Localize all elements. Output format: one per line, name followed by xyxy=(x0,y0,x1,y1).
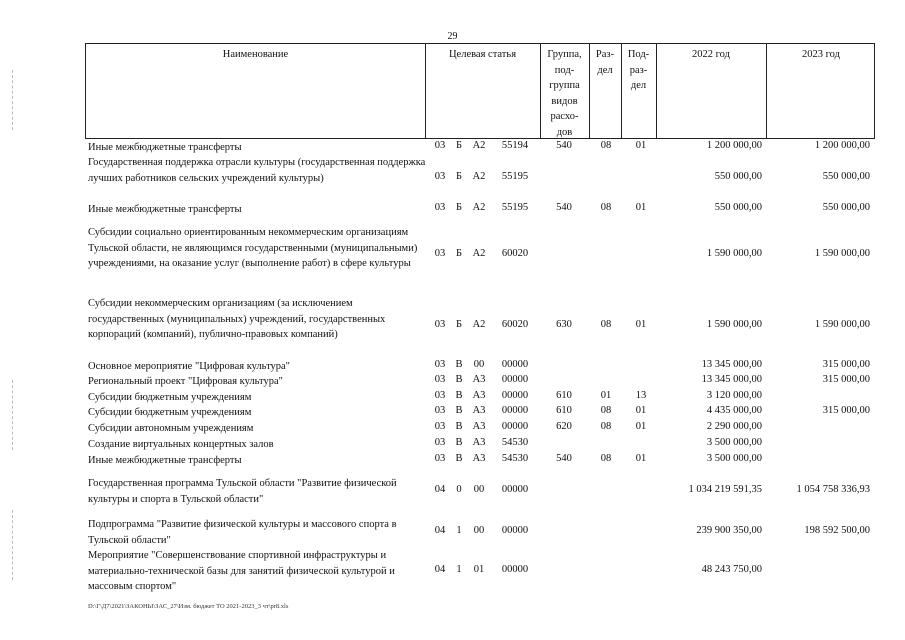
row-amount-2022: 3 120 000,00 xyxy=(706,389,762,401)
row-amount-2023: 315 000,00 xyxy=(822,373,870,385)
row-amount-2022: 1 034 219 591,35 xyxy=(688,483,762,495)
row-cell-sec: 08 xyxy=(600,452,612,464)
row-cell-c3: 00 xyxy=(473,524,485,536)
row-cell-c1: 03 xyxy=(434,436,446,448)
row-cell-c3: 00 xyxy=(473,483,485,495)
row-amount-2022: 3 500 000,00 xyxy=(706,452,762,464)
row-cell-c2: Б xyxy=(455,319,463,330)
row-amount-2022: 3 500 000,00 xyxy=(706,436,762,448)
row-amount-2022: 13 345 000,00 xyxy=(701,358,762,370)
row-cell-sec: 08 xyxy=(600,404,612,416)
row-cell-c1: 03 xyxy=(434,358,446,370)
row-amount-2022: 550 000,00 xyxy=(714,201,762,213)
row-cell-grp: 610 xyxy=(556,389,572,401)
row-cell-c1: 03 xyxy=(434,452,446,464)
row-cell-sec: 01 xyxy=(600,389,612,401)
row-name: Иные межбюджетные трансферты xyxy=(88,142,242,153)
header-subsection: Под- раз- дел xyxy=(627,49,650,91)
row-cell-c1: 04 xyxy=(434,563,446,575)
row-amount-2023: 315 000,00 xyxy=(822,404,870,416)
row-cell-grp: 540 xyxy=(556,139,572,151)
row-cell-c4: 00000 xyxy=(501,358,529,370)
table-row xyxy=(0,437,905,452)
row-name: Субсидии бюджетным учреждениям xyxy=(88,392,252,403)
row-cell-sec: 08 xyxy=(600,319,612,330)
row-amount-2023: 198 592 500,00 xyxy=(804,524,870,536)
row-cell-c3: А3 xyxy=(472,404,486,416)
row-cell-c4: 00000 xyxy=(501,373,529,385)
row-cell-c4: 55195 xyxy=(501,201,529,213)
row-cell-c4: 00000 xyxy=(501,404,529,416)
row-amount-2022: 1 590 000,00 xyxy=(706,319,762,330)
row-cell-c2: 0 xyxy=(456,483,462,495)
row-cell-sec: 08 xyxy=(600,201,612,213)
row-cell-c4: 00000 xyxy=(501,420,529,432)
row-amount-2022: 48 243 750,00 xyxy=(701,563,762,575)
row-name: Подпрограмма "Развитие физической культуры и массового спорта в Тульской области" xyxy=(88,519,397,546)
row-cell-c2: Б xyxy=(455,201,463,213)
page-number: 29 xyxy=(447,31,458,42)
margin-mark xyxy=(12,70,13,130)
row-cell-c2: Б xyxy=(455,170,463,182)
row-cell-grp: 540 xyxy=(556,452,572,464)
row-cell-grp: 540 xyxy=(556,201,572,213)
table-row xyxy=(0,390,905,405)
table-row xyxy=(0,155,905,202)
row-cell-c4: 55195 xyxy=(501,170,529,182)
row-cell-sec: 08 xyxy=(600,420,612,432)
header-section: Раз- дел xyxy=(595,49,615,76)
row-cell-c1: 03 xyxy=(434,139,446,151)
table-row xyxy=(0,405,905,420)
row-name: Государственная программа Тульской области "Развитие физической культуры и спорта в Тульской области" xyxy=(88,478,397,505)
row-name: Субсидии автономным учреждениям xyxy=(88,423,254,434)
row-cell-grp: 630 xyxy=(556,319,572,330)
row-amount-2023: 1 054 758 336,93 xyxy=(796,483,870,495)
header-2022: 2022 год xyxy=(692,49,730,60)
row-cell-sub: 13 xyxy=(635,389,647,401)
row-cell-c1: 03 xyxy=(434,201,446,213)
row-amount-2023: 550 000,00 xyxy=(822,170,870,182)
row-amount-2022: 4 435 000,00 xyxy=(706,404,762,416)
row-amount-2022: 13 345 000,00 xyxy=(701,373,762,385)
row-cell-sub: 01 xyxy=(635,319,647,330)
row-cell-c3: А2 xyxy=(472,248,486,259)
row-name: Субсидии бюджетным учреждениям xyxy=(88,407,252,418)
row-cell-sec: 08 xyxy=(600,139,612,151)
table-row xyxy=(0,421,905,436)
row-cell-c3: А3 xyxy=(472,436,486,448)
row-cell-c2: В xyxy=(455,404,463,416)
row-cell-c3: А3 xyxy=(472,373,486,385)
header-target-article: Целевая статья xyxy=(448,49,517,60)
row-cell-c1: 04 xyxy=(434,524,446,536)
row-cell-c1: 03 xyxy=(434,420,446,432)
row-name: Создание виртуальных концертных залов xyxy=(88,439,274,450)
row-cell-c2: В xyxy=(455,389,463,401)
row-name: Региональный проект "Цифровая культура" xyxy=(88,376,283,387)
row-amount-2023: 1 590 000,00 xyxy=(814,319,870,330)
row-amount-2023: 1 590 000,00 xyxy=(814,248,870,259)
row-cell-c4: 00000 xyxy=(501,389,529,401)
row-cell-c3: А3 xyxy=(472,389,486,401)
row-amount-2022: 550 000,00 xyxy=(714,170,762,182)
row-amount-2023: 315 000,00 xyxy=(822,358,870,370)
row-cell-grp: 620 xyxy=(556,420,572,432)
row-amount-2023: 550 000,00 xyxy=(822,201,870,213)
row-amount-2022: 1 200 000,00 xyxy=(706,139,762,151)
row-cell-c2: В xyxy=(455,452,463,464)
row-cell-c4: 00000 xyxy=(501,483,529,495)
header-2023: 2023 год xyxy=(802,49,840,60)
row-cell-sub: 01 xyxy=(635,139,647,151)
row-cell-c4: 55194 xyxy=(501,139,529,151)
row-cell-grp: 610 xyxy=(556,404,572,416)
row-cell-c1: 04 xyxy=(434,483,446,495)
row-cell-c2: В xyxy=(455,358,463,370)
row-cell-c2: В xyxy=(455,436,463,448)
row-name: Иные межбюджетные трансферты xyxy=(88,204,242,215)
row-cell-c3: А3 xyxy=(472,452,486,464)
row-cell-c1: 03 xyxy=(434,248,446,259)
row-cell-c3: А2 xyxy=(472,170,486,182)
row-cell-c3: А2 xyxy=(472,139,486,151)
row-cell-c2: Б xyxy=(455,139,463,151)
table-row xyxy=(0,359,905,374)
table-header xyxy=(85,43,875,139)
table-row xyxy=(0,296,905,358)
row-amount-2022: 1 590 000,00 xyxy=(706,248,762,259)
row-cell-c4: 54530 xyxy=(501,436,529,448)
row-name: Иные межбюджетные трансферты xyxy=(88,455,242,466)
row-cell-c4: 00000 xyxy=(501,524,529,536)
row-name: Государственная поддержка отрасли культуры (государственная поддержка лучших работников сельских учреждений культуры) xyxy=(88,157,426,184)
row-cell-c4: 60020 xyxy=(501,319,529,330)
row-cell-c3: А2 xyxy=(472,201,486,213)
row-amount-2023: 1 200 000,00 xyxy=(814,139,870,151)
row-cell-c2: 1 xyxy=(456,563,462,575)
header-name: Наименование xyxy=(222,49,289,60)
file-path-footer: D:\Г\Д7\2021\ЗАКОНЫ\ЗАС_27\Изм. бюджет ТО 2021-2023_3 чт\pr8.xls xyxy=(88,603,289,610)
row-cell-sub: 01 xyxy=(635,452,647,464)
row-cell-c3: А2 xyxy=(472,319,486,330)
row-cell-c1: 03 xyxy=(434,319,446,330)
table-row xyxy=(0,517,905,548)
row-cell-c4: 00000 xyxy=(501,563,529,575)
table-row xyxy=(0,202,905,217)
row-cell-sub: 01 xyxy=(635,420,647,432)
table-row xyxy=(0,140,905,155)
row-amount-2022: 2 290 000,00 xyxy=(706,420,762,432)
row-cell-c3: 01 xyxy=(473,563,485,575)
row-cell-c2: 1 xyxy=(456,524,462,536)
row-cell-c4: 54530 xyxy=(501,452,529,464)
row-amount-2022: 239 900 350,00 xyxy=(696,524,762,536)
row-cell-c3: А3 xyxy=(472,420,486,432)
header-expense-group: Группа, под- группа видов расхо- дов xyxy=(547,49,582,138)
row-cell-c2: В xyxy=(455,373,463,385)
table-row xyxy=(0,476,905,507)
row-name: Мероприятие "Совершенствование спортивной инфраструктуры и материально-технической базы для занятий физической культурой и массовым спортом" xyxy=(88,550,395,592)
table-row xyxy=(0,225,905,287)
table-row xyxy=(0,374,905,389)
row-cell-c3: 00 xyxy=(473,358,485,370)
row-cell-c2: Б xyxy=(455,248,463,259)
row-cell-c2: В xyxy=(455,420,463,432)
row-cell-c1: 03 xyxy=(434,373,446,385)
table-row xyxy=(0,548,905,595)
row-cell-sub: 01 xyxy=(635,404,647,416)
row-name: Субсидии некоммерческим организациям (за исключением государственных (муниципальных) учреждений, государственных корпораций (компаний), публично-правовых компаний) xyxy=(88,298,386,340)
row-name: Субсидии социально ориентированным некоммерческим организациям Тульской области, не являющимся государственными (муниципальными) учреждениями, на оказание услуг (выполнение работ) в сфере культуры xyxy=(88,227,418,269)
row-name: Основное мероприятие "Цифровая культура" xyxy=(88,361,290,372)
row-cell-c4: 60020 xyxy=(501,248,529,259)
row-cell-c1: 03 xyxy=(434,389,446,401)
row-cell-c1: 03 xyxy=(434,404,446,416)
table-row xyxy=(0,453,905,468)
row-cell-c1: 03 xyxy=(434,170,446,182)
row-cell-sub: 01 xyxy=(635,201,647,213)
